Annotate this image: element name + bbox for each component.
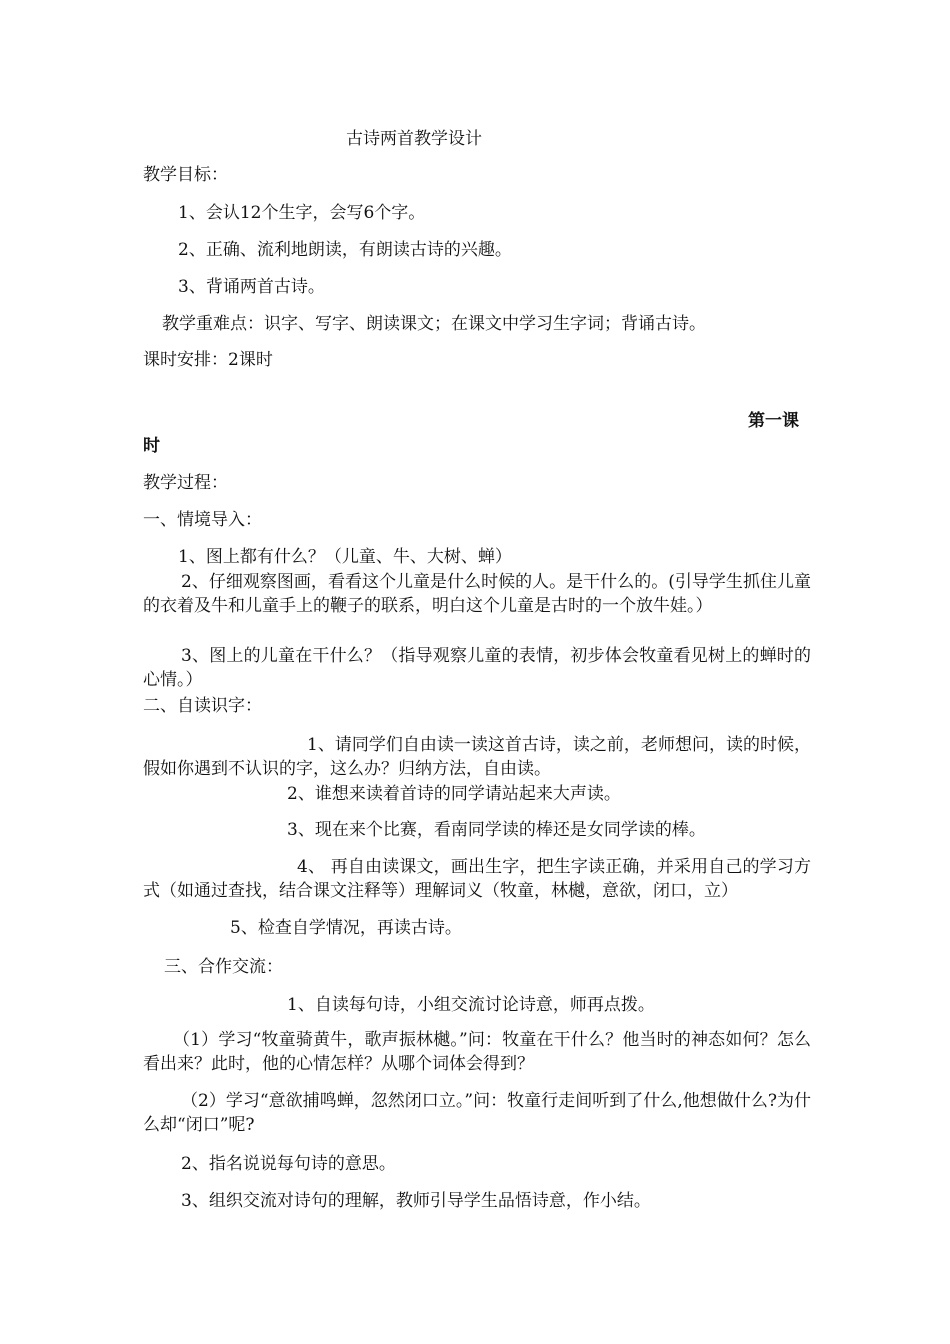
section-item: 3、组织交流对诗句的理解，教师引导学生品悟诗意，作小结。 (181, 1191, 651, 1211)
section-item: 2、指名说说每句诗的意思。 (181, 1154, 396, 1174)
section-heading: 一、情境导入： (143, 510, 262, 530)
section-subitem: （1）学习“牧童骑黄牛，歌声振林樾。”问：牧童在干什么？他当时的神态如何？怎么看出来？此时，他的心情怎样？从哪个词体会得到？ (143, 1030, 811, 1074)
section-item: 4、 再自由读课文，画出生字，把生字读正确，并采用自己的学习方式（如通过查找，结合课文注释等）理解词义（牧童，林樾，意欲，闭口，立） (143, 857, 811, 901)
lesson-heading: 第一课 (748, 411, 799, 431)
goals-heading: 教学目标： (143, 165, 228, 185)
document-title: 古诗两首教学设计 (346, 129, 482, 149)
goal-item: 2、正确、流利地朗读，有朗读古诗的兴趣。 (178, 240, 512, 260)
section-subitem: （2）学习“意欲捕鸣蝉，忽然闭口立。”问：牧童行走间听到了什么,他想做什么?为什么却“闭口”呢? (143, 1091, 811, 1135)
section-item: 1、自读每句诗，小组交流讨论诗意，师再点拨。 (287, 995, 655, 1015)
section-item: 2、谁想来读着首诗的同学请站起来大声读。 (287, 784, 621, 804)
section-heading: 二、自读识字： (143, 696, 262, 716)
section-item: 1、图上都有什么？（儿童、牛、大树、蝉） (178, 547, 512, 567)
process-heading: 教学过程： (143, 473, 228, 493)
section-item: 5、检查自学情况，再读古诗。 (230, 918, 462, 938)
goal-item: 1、会认12个生字，会写6个字。 (178, 203, 426, 223)
schedule: 课时安排：2课时 (143, 350, 273, 370)
lesson-heading-continued: 时 (143, 436, 160, 456)
section-heading: 三、合作交流： (164, 957, 283, 977)
section-item: 2、仔细观察图画，看看这个儿童是什么时候的人。是干什么的。(引导学生抓住儿童的衣着及牛和儿童手上的鞭子的联系，明白这个儿童是古时的一个放牛娃。） (143, 572, 811, 616)
key-points: 教学重难点：识字、写字、朗读课文；在课文中学习生字词；背诵古诗。 (162, 314, 706, 334)
section-item: 3、现在来个比赛，看南同学读的棒还是女同学读的棒。 (287, 820, 706, 840)
section-item: 1、请同学们自由读一读这首古诗，读之前，老师想问，读的时候，假如你遇到不认识的字，这么办？归纳方法，自由读。 (143, 735, 811, 779)
goal-item: 3、背诵两首古诗。 (178, 277, 325, 297)
section-item: 3、图上的儿童在干什么？（指导观察儿童的表情，初步体会牧童看见树上的蝉时的心情。） (143, 646, 811, 690)
